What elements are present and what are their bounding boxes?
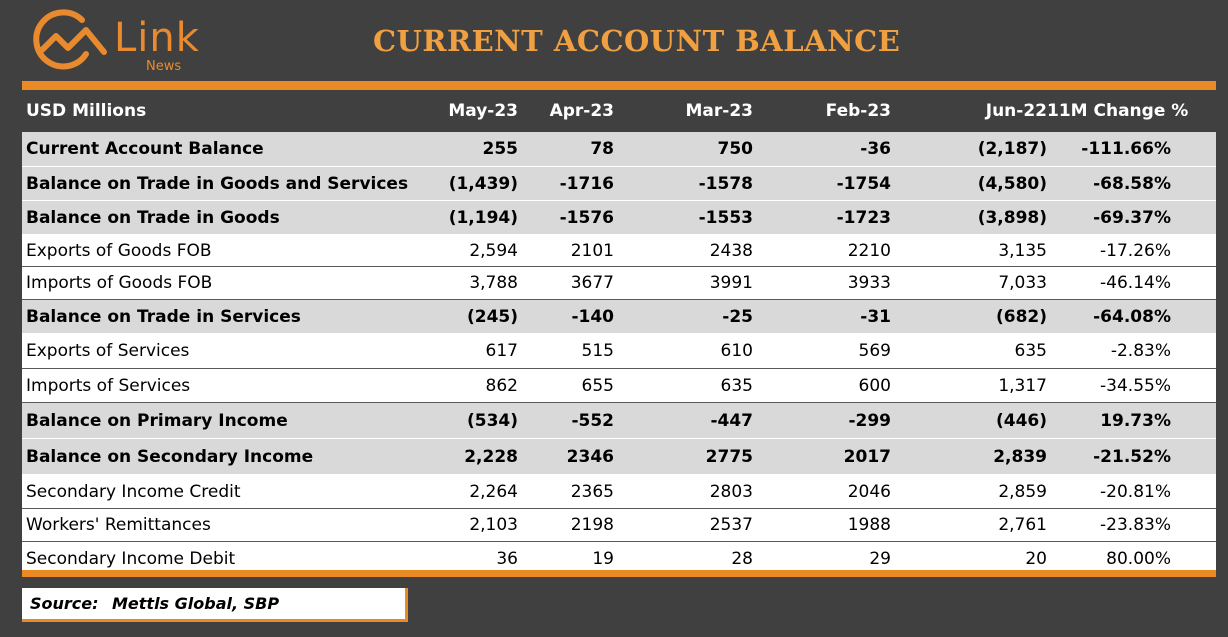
table-cell: 2365 bbox=[570, 481, 614, 502]
row-label: Imports of Services bbox=[26, 375, 191, 396]
table-row bbox=[22, 167, 1216, 201]
table-cell: 19.73% bbox=[1100, 410, 1171, 431]
table-row bbox=[22, 403, 1216, 439]
table-cell: -1578 bbox=[698, 173, 753, 194]
table-cell: 2046 bbox=[847, 481, 891, 502]
table-cell: (534) bbox=[466, 410, 518, 431]
table-cell: (446) bbox=[995, 410, 1047, 431]
table-cell: -36 bbox=[860, 139, 891, 159]
column-header: Feb-23 bbox=[825, 101, 891, 121]
table-cell: 19 bbox=[592, 549, 614, 569]
table-row bbox=[22, 439, 1216, 475]
table-cell: -20.81% bbox=[1100, 481, 1171, 502]
column-header: USD Millions bbox=[26, 101, 147, 121]
row-label: Balance on Trade in Goods bbox=[26, 207, 280, 228]
table-cell: 2,839 bbox=[993, 446, 1047, 467]
table-cell: 2,761 bbox=[998, 515, 1047, 535]
table-row bbox=[22, 235, 1216, 267]
table-body bbox=[22, 132, 1216, 577]
table-cell: -34.55% bbox=[1100, 375, 1171, 396]
table-cell: 2,228 bbox=[464, 446, 518, 467]
column-header: Apr-23 bbox=[549, 101, 614, 121]
table-cell: (4,580) bbox=[977, 173, 1047, 194]
table-cell: (2,187) bbox=[977, 139, 1047, 159]
table-cell: 635 bbox=[1014, 341, 1047, 361]
table-row bbox=[22, 334, 1216, 369]
row-label: Exports of Services bbox=[26, 341, 190, 361]
table-cell: 600 bbox=[858, 375, 891, 396]
row-label: Balance on Secondary Income bbox=[26, 446, 314, 467]
table-cell: 2198 bbox=[570, 515, 614, 535]
table-cell: -1754 bbox=[836, 173, 891, 194]
table-cell: -69.37% bbox=[1093, 207, 1171, 228]
table-cell: 78 bbox=[590, 139, 614, 159]
table-cell: 29 bbox=[869, 549, 891, 569]
row-label: Secondary Income Debit bbox=[26, 549, 236, 569]
table-cell: -23.83% bbox=[1100, 515, 1171, 535]
table-cell: (3,898) bbox=[977, 207, 1047, 228]
page-title: CURRENT ACCOUNT BALANCE bbox=[373, 24, 901, 58]
table-cell: 569 bbox=[858, 341, 891, 361]
table-cell: 1,317 bbox=[998, 375, 1047, 396]
table-cell: 655 bbox=[581, 375, 614, 396]
table-cell: -1716 bbox=[559, 173, 614, 194]
table-cell: 3,135 bbox=[998, 240, 1047, 261]
source-label: Source: bbox=[30, 594, 99, 613]
table-cell: -552 bbox=[571, 410, 614, 431]
table-cell: (1,439) bbox=[448, 173, 518, 194]
row-label: Balance on Trade in Goods and Services bbox=[26, 173, 409, 194]
row-label: Secondary Income Credit bbox=[26, 481, 241, 502]
table-cell: 3991 bbox=[709, 273, 753, 293]
row-label: Balance on Trade in Services bbox=[26, 306, 301, 327]
table-cell: 617 bbox=[485, 341, 518, 361]
table-cell: 3,788 bbox=[469, 273, 518, 293]
current-account-table bbox=[22, 90, 1216, 577]
table-header-row bbox=[22, 90, 1216, 132]
table-cell: 2438 bbox=[709, 240, 753, 261]
table-cell: -140 bbox=[571, 306, 614, 327]
table-row bbox=[22, 475, 1216, 509]
table-cell: -17.26% bbox=[1100, 240, 1171, 261]
table-row bbox=[22, 132, 1216, 167]
table-cell: -447 bbox=[710, 410, 753, 431]
table-cell: 2,594 bbox=[469, 240, 518, 261]
table-cell: 255 bbox=[482, 139, 518, 159]
table-cell: 610 bbox=[720, 341, 753, 361]
table-cell: (245) bbox=[466, 306, 518, 327]
table-cell: 635 bbox=[720, 375, 753, 396]
table-cell: 2,103 bbox=[469, 515, 518, 535]
table-cell: 20 bbox=[1025, 549, 1047, 569]
table-row bbox=[22, 300, 1216, 334]
table-cell: -1723 bbox=[836, 207, 891, 228]
column-header: Jun-22 bbox=[985, 101, 1047, 121]
logo-chart-icon bbox=[30, 6, 110, 78]
table-cell: 2803 bbox=[709, 481, 753, 502]
logo-wordmark: Link bbox=[114, 15, 200, 61]
header-divider bbox=[22, 81, 1216, 90]
table-cell: -111.66% bbox=[1081, 139, 1171, 159]
table-cell: 2101 bbox=[570, 240, 614, 261]
row-label: Balance on Primary Income bbox=[26, 410, 288, 431]
table-cell: 28 bbox=[731, 549, 753, 569]
table-row bbox=[22, 267, 1216, 300]
table-row bbox=[22, 509, 1216, 542]
table-cell: -31 bbox=[860, 306, 891, 327]
table-cell: (1,194) bbox=[448, 207, 518, 228]
table-cell: -64.08% bbox=[1093, 306, 1171, 327]
logo-subtitle: News bbox=[146, 59, 182, 74]
table-cell: 36 bbox=[496, 549, 518, 569]
table-cell: 750 bbox=[717, 139, 753, 159]
link-news-logo bbox=[30, 6, 200, 78]
table-cell: -1553 bbox=[698, 207, 753, 228]
table-cell: 2346 bbox=[566, 446, 614, 467]
column-header: May-23 bbox=[448, 101, 518, 121]
table-cell: 2,264 bbox=[469, 481, 518, 502]
table-cell: (682) bbox=[995, 306, 1047, 327]
table-cell: -2.83% bbox=[1110, 341, 1171, 361]
row-label: Workers' Remittances bbox=[26, 515, 211, 535]
row-label: Exports of Goods FOB bbox=[26, 240, 212, 261]
footer-divider bbox=[22, 570, 1216, 577]
table-cell: -299 bbox=[848, 410, 891, 431]
table-cell: 2537 bbox=[709, 515, 753, 535]
table-cell: 80.00% bbox=[1106, 549, 1171, 569]
table-cell: 2210 bbox=[847, 240, 891, 261]
table-cell: 7,033 bbox=[998, 273, 1047, 293]
table-row bbox=[22, 369, 1216, 403]
table-cell: -21.52% bbox=[1093, 446, 1171, 467]
table-cell: -46.14% bbox=[1100, 273, 1171, 293]
table-cell: 2017 bbox=[843, 446, 891, 467]
table-cell: 3677 bbox=[570, 273, 614, 293]
source-value: Mettls Global, SBP bbox=[112, 594, 280, 613]
table-cell: -68.58% bbox=[1093, 173, 1171, 194]
table-cell: 862 bbox=[485, 375, 518, 396]
row-label: Current Account Balance bbox=[26, 139, 264, 159]
table-cell: -25 bbox=[722, 306, 753, 327]
column-header: Mar-23 bbox=[685, 101, 753, 121]
row-label: Imports of Goods FOB bbox=[26, 273, 213, 293]
table-row bbox=[22, 201, 1216, 235]
table-cell: 3933 bbox=[847, 273, 891, 293]
table-cell: 2,859 bbox=[998, 481, 1047, 502]
column-header: 11M Change % bbox=[1047, 101, 1189, 121]
source-note bbox=[22, 588, 408, 622]
table-cell: -1576 bbox=[559, 207, 614, 228]
table-cell: 2775 bbox=[705, 446, 753, 467]
table-cell: 1988 bbox=[847, 515, 891, 535]
table-cell: 515 bbox=[581, 341, 614, 361]
